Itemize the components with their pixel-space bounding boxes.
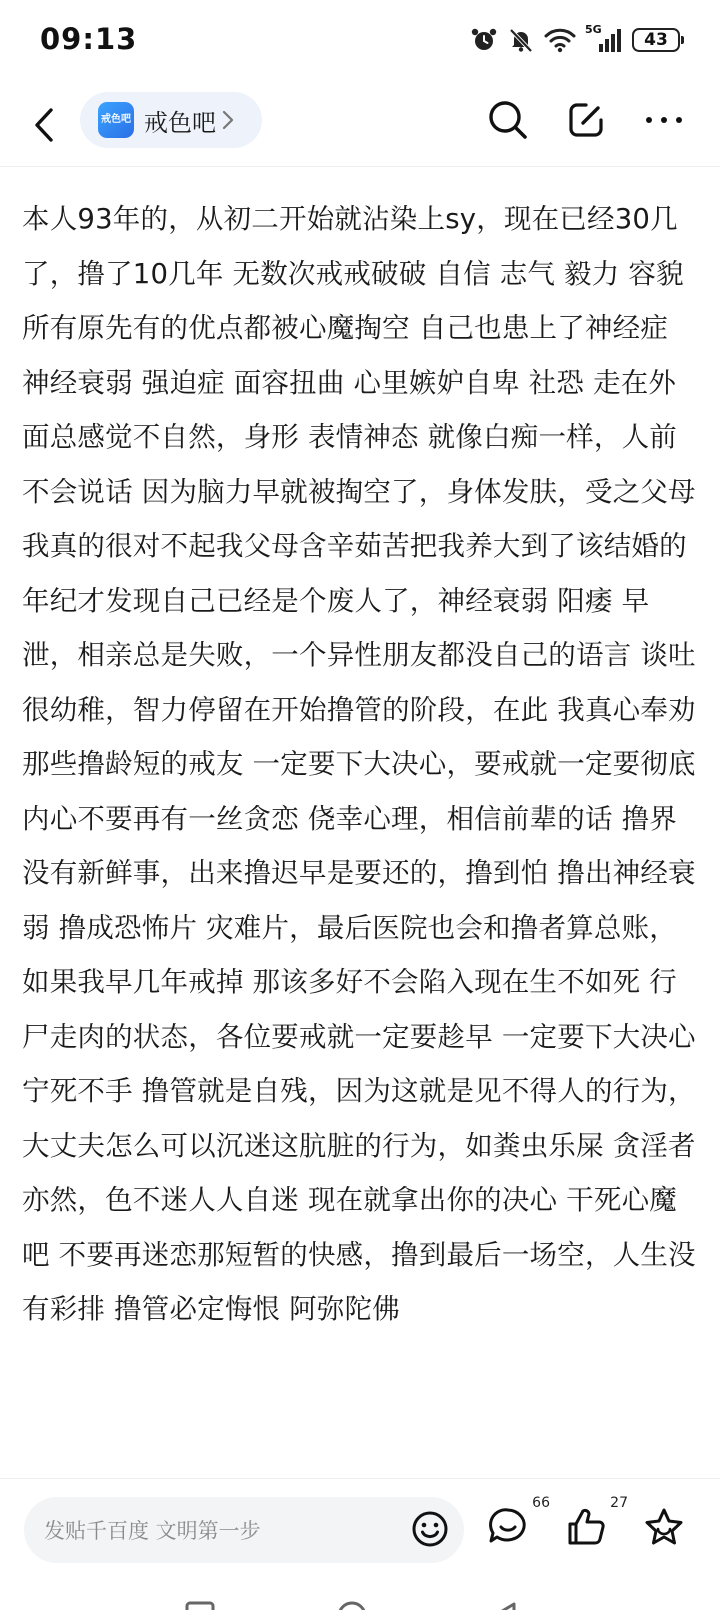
- battery-icon: [632, 28, 680, 52]
- back-arrow-icon: [33, 107, 55, 143]
- nav-actions: [486, 98, 686, 142]
- more-button[interactable]: [642, 98, 686, 142]
- comment-input[interactable]: [24, 1497, 464, 1563]
- chevron-right-icon: [222, 110, 234, 130]
- back-button[interactable]: [26, 100, 62, 150]
- wifi-icon: [544, 27, 576, 53]
- bottom-bar: [0, 1478, 720, 1561]
- mute-icon: [507, 26, 535, 54]
- system-nav-bar: [0, 1580, 720, 1610]
- like-count: 27: [610, 1495, 628, 1511]
- nav-bar: [0, 86, 720, 167]
- more-icon: [644, 115, 684, 125]
- emoji-button[interactable]: [410, 1509, 450, 1553]
- post-content: 本人93年的，从初二开始就沾染上sy，现在已经30几了，撸了10几年 无数次戒戒破破 自信 志气 毅力 容貌 所有原先有的优点都被心魔掏空 自己也患上了神经症 神经衰弱 强迫症 面容扭曲 心里嫉妒自卑 社恐 走在外面总感觉不自然，身形 表情神态 就像白痴一样，人前不会说话 因为脑力早就被掏空了，身体发肤，受之父母 我真的很对不起我父母含辛茹苦把我养大到了该结婚的年纪才发现自己已经是个废人了，神经衰弱 阳痿 早泄，相亲总是失败，一个异性朋友都没自己的语言 谈吐很幼稚，智力停留在开始撸管的阶段，在此 我真心奉劝那些撸龄短的戒友 一定要下大决心，要戒就一定要彻底 内心不要再有一丝贪恋 侥幸心理，相信前辈的话 撸界没有新鲜事，出来撸迟早是要还的，撸到怕 撸出神经衰弱 撸成恐怖片 灾难片，最后医院也会和撸者算总账，如果我早几年戒掉 那该多好不会陷入现在生不如死 行尸走肉的状态，各位要戒就一定要趁早 一定要下大决心 宁死不手 撸管就是自残，因为这就是见不得人的行为，大丈夫怎么可以沉迷这肮脏的行为，如粪虫乐屎 贪淫者亦然，色不迷人人自迷 现在就拿出你的决心 干死心魔吧 不要再迷恋那短暂的快感，撸到最后一场空，人生没有彩排 撸管必定悔恨 阿弥陀佛: [22, 203, 696, 1325]
- status-icons: [470, 23, 680, 54]
- signal-icon: [585, 23, 623, 54]
- network-type: 5G: [585, 23, 602, 36]
- search-button[interactable]: [486, 98, 530, 142]
- home-button[interactable]: [336, 1600, 368, 1610]
- favorite-button[interactable]: [642, 1505, 692, 1555]
- forum-logo: 戒色吧: [98, 102, 134, 138]
- search-icon: [487, 99, 529, 141]
- comments-button[interactable]: [486, 1495, 550, 1555]
- like-button[interactable]: [564, 1495, 628, 1555]
- status-time: 09:13: [40, 22, 138, 56]
- comment-icon: [486, 1505, 530, 1549]
- back-nav-button[interactable]: [488, 1600, 520, 1610]
- edit-button[interactable]: [564, 98, 608, 142]
- emoji-icon: [410, 1509, 450, 1549]
- square-icon: [184, 1600, 216, 1610]
- edit-icon: [566, 100, 606, 140]
- recent-apps-button[interactable]: [184, 1600, 216, 1610]
- triangle-back-icon: [488, 1600, 520, 1610]
- comment-count: 66: [532, 1495, 550, 1511]
- comment-placeholder: 发贴千百度 文明第一步: [44, 1519, 261, 1543]
- circle-icon: [336, 1600, 368, 1610]
- star-icon: [642, 1505, 686, 1549]
- forum-link[interactable]: [80, 92, 262, 148]
- status-bar: [0, 0, 720, 86]
- alarm-icon: [470, 26, 498, 54]
- battery-level: 43: [644, 30, 668, 50]
- thumbs-up-icon: [564, 1505, 608, 1549]
- forum-name: 戒色吧: [144, 108, 216, 137]
